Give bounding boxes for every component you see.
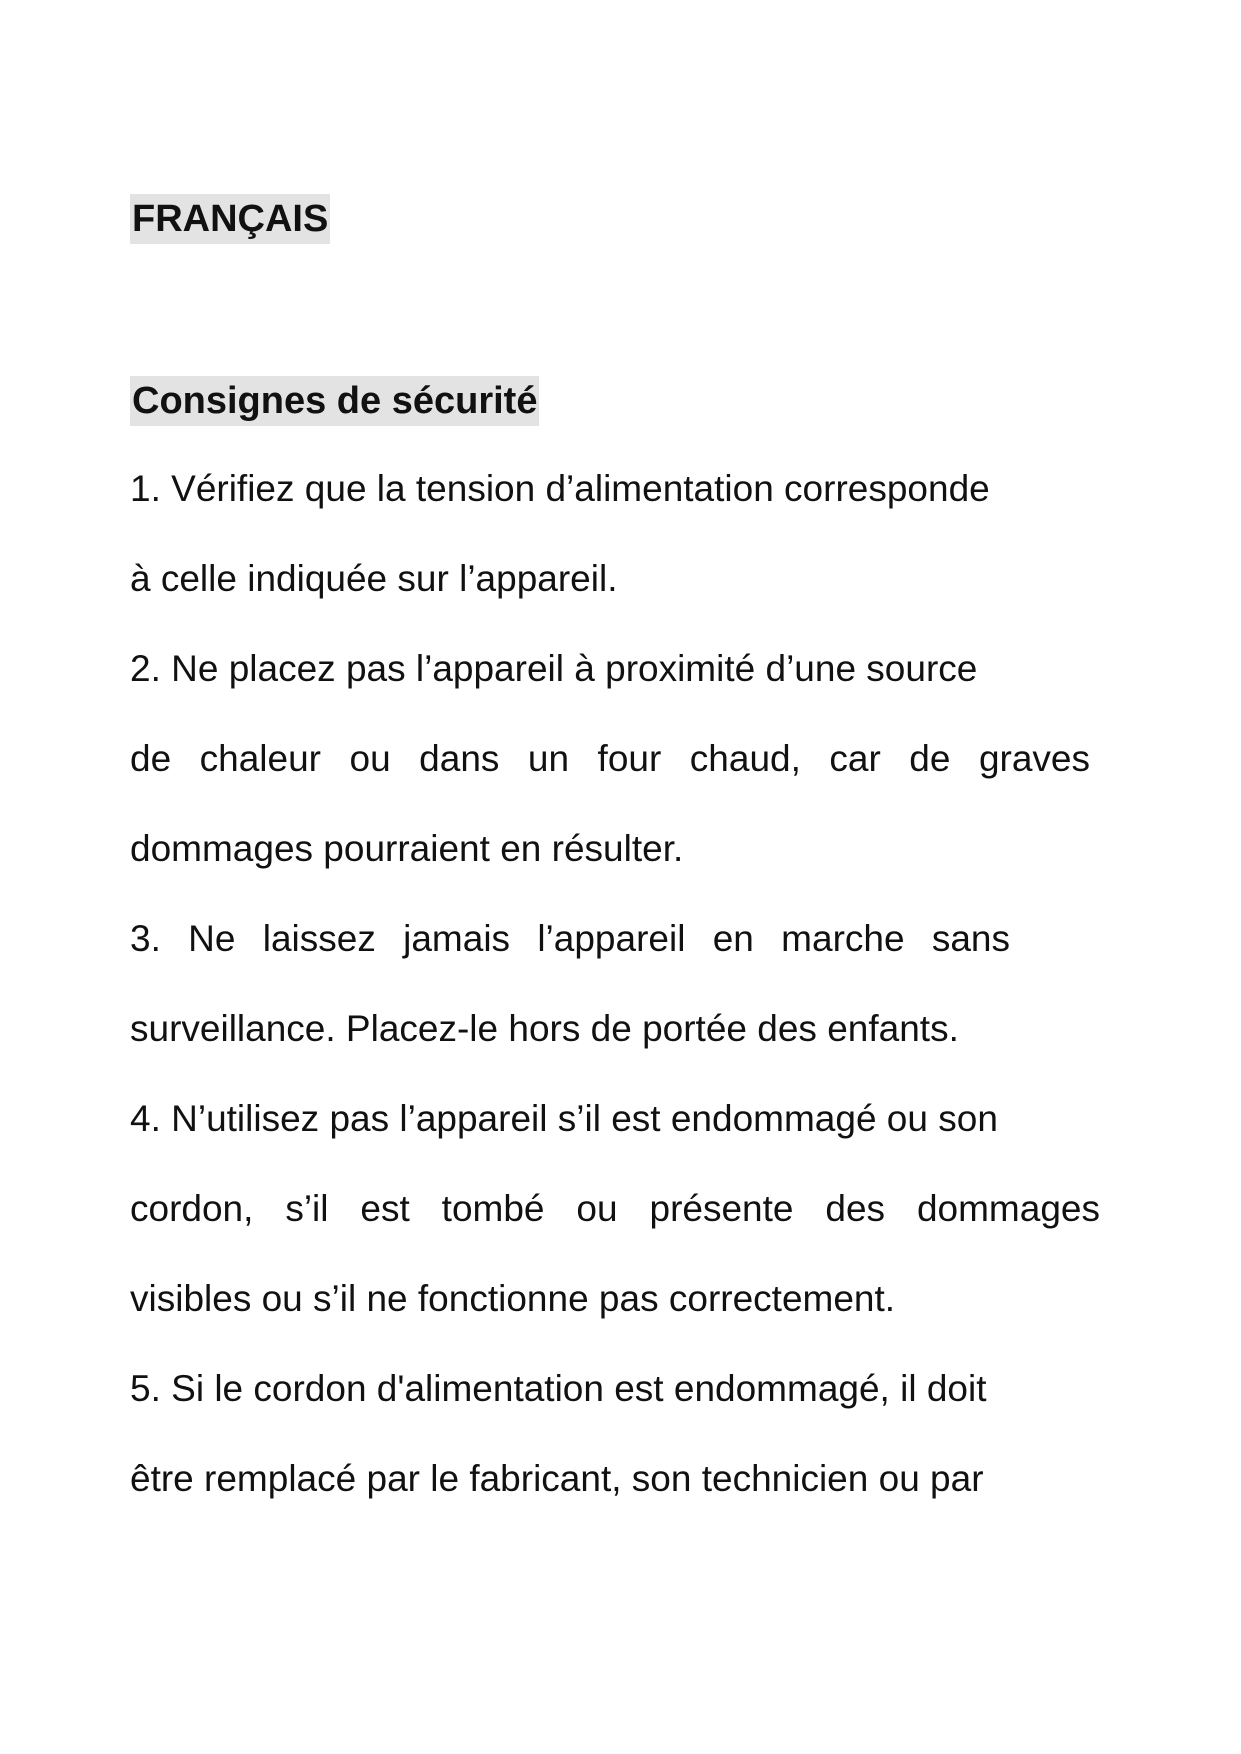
text-line: 4. N’utilisez pas l’appareil s’il est endommagé ou son	[130, 1098, 998, 1139]
text-line: visibles ou s’il ne fonctionne pas correctement.	[130, 1278, 896, 1319]
language-heading: FRANÇAIS	[130, 194, 330, 244]
text-line: 3. Ne laissez jamais l’appareil en marche sans	[130, 918, 1010, 959]
text-line: de chaleur ou dans un four chaud, car de graves	[130, 738, 1090, 779]
text-line: dommages pourraient en résulter.	[130, 828, 684, 869]
text-line: cordon, s’il est tombé ou présente des dommages	[130, 1188, 1100, 1229]
text-line: 2. Ne placez pas l’appareil à proximité d’une source	[130, 648, 978, 689]
section-heading: Consignes de sécurité	[130, 376, 539, 426]
text-line: surveillance. Placez-le hors de portée des enfants.	[130, 1008, 959, 1049]
text-line: 1. Vérifiez que la tension d’alimentation corresponde	[130, 468, 990, 509]
text-line: être remplacé par le fabricant, son technicien ou par	[130, 1458, 984, 1499]
text-line: à celle indiquée sur l’appareil.	[130, 558, 618, 599]
text-line: 5. Si le cordon d'alimentation est endommagé, il doit	[130, 1368, 987, 1409]
